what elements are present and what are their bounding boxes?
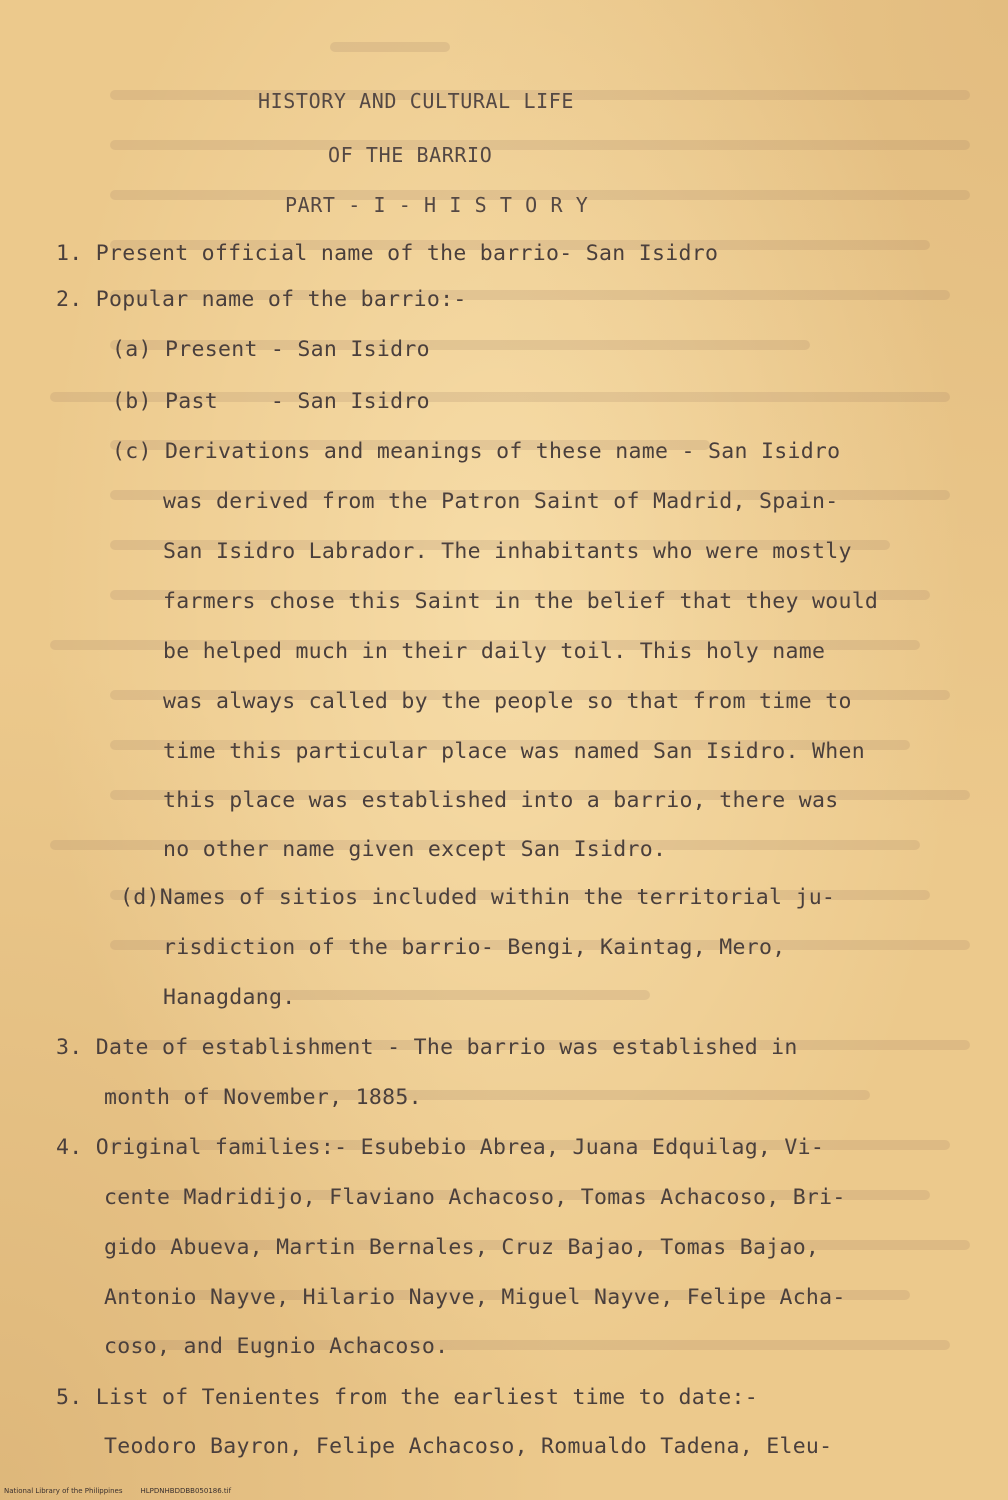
text-line: cente Madridijo, Flaviano Achacoso, Tomas Achacoso, Bri- bbox=[104, 1185, 846, 1210]
text-line: time this particular place was named San Isidro. When bbox=[163, 739, 865, 764]
text-line: Hanagdang. bbox=[163, 985, 296, 1010]
text-line: 3. Date of establishment - The barrio was established in bbox=[56, 1035, 798, 1060]
text-line: this place was established into a barrio, there was bbox=[163, 788, 839, 813]
footer-file-id: HLPDNHBDDBB050186.tif bbox=[140, 1487, 232, 1495]
heading-line-1: HISTORY AND CULTURAL LIFE bbox=[258, 89, 575, 113]
heading-line-2: OF THE BARRIO bbox=[328, 143, 493, 167]
text-line: risdiction of the barrio- Bengi, Kaintag, Mero, bbox=[163, 935, 786, 960]
text-line: 1. Present official name of the barrio- San Isidro bbox=[56, 241, 719, 266]
text-line: (a) Present - San Isidro bbox=[112, 337, 430, 362]
heading-line-3: PART - I - H I S T O R Y bbox=[285, 193, 589, 217]
text-line: no other name given except San Isidro. bbox=[163, 837, 667, 862]
text-line: gido Abueva, Martin Bernales, Cruz Bajao, Tomas Bajao, bbox=[104, 1235, 820, 1260]
text-line: (c) Derivations and meanings of these name - San Isidro bbox=[112, 439, 841, 464]
text-line: be helped much in their daily toil. This holy name bbox=[163, 639, 826, 664]
archive-footer bbox=[4, 1487, 249, 1496]
text-line: was always called by the people so that from time to bbox=[163, 689, 852, 714]
text-line: was derived from the Patron Saint of Madrid, Spain- bbox=[163, 489, 839, 514]
text-line: coso, and Eugnio Achacoso. bbox=[104, 1334, 449, 1359]
text-line: 4. Original families:- Esubebio Abrea, Juana Edquilag, Vi- bbox=[56, 1135, 825, 1160]
text-line: Teodoro Bayron, Felipe Achacoso, Romualdo Tadena, Eleu- bbox=[104, 1434, 833, 1459]
text-line: farmers chose this Saint in the belief that they would bbox=[163, 589, 879, 614]
text-line: 5. List of Tenientes from the earliest time to date:- bbox=[56, 1385, 758, 1410]
text-line: (d)Names of sitios included within the territorial ju- bbox=[120, 885, 836, 910]
text-line: month of November, 1885. bbox=[104, 1085, 422, 1110]
text-line: San Isidro Labrador. The inhabitants who were mostly bbox=[163, 539, 852, 564]
text-line: (b) Past - San Isidro bbox=[112, 389, 430, 414]
text-line: 2. Popular name of the barrio:- bbox=[56, 287, 467, 312]
footer-library: National Library of the Philippines bbox=[4, 1487, 123, 1495]
text-line: Antonio Nayve, Hilario Nayve, Miguel Nayve, Felipe Acha- bbox=[104, 1285, 846, 1310]
